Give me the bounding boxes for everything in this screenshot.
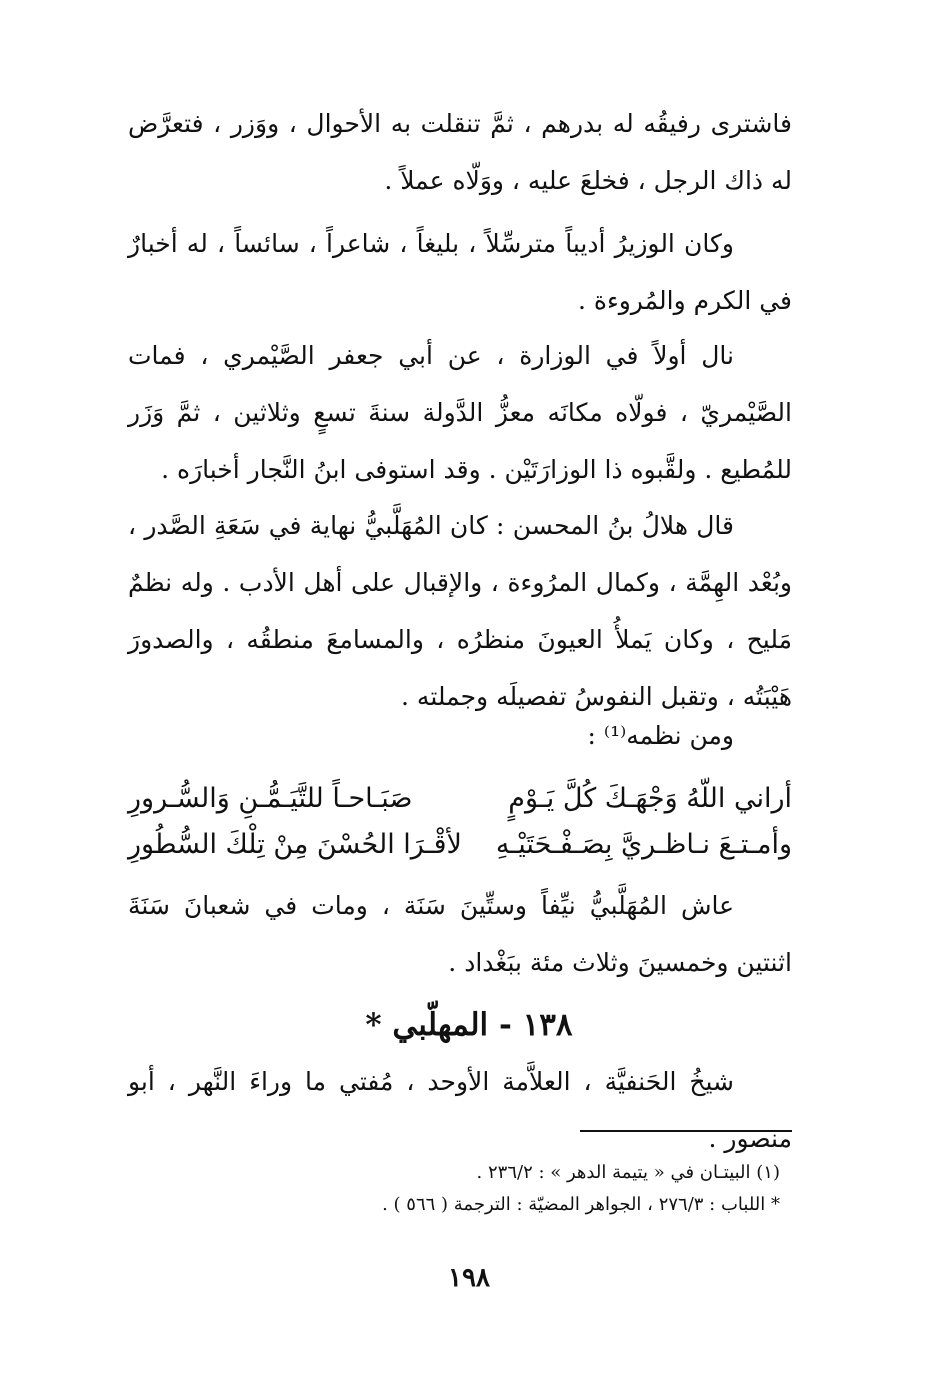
verse-1-first-hemistich: أراني اللّهُ وَجْهَـكَ كُلَّ يَـوْمٍ: [508, 783, 792, 814]
paragraph-4: قال هلالُ بنُ المحسن : كان المُهَلَّبيُّ نهاية في سَعَةِ الصَّدر ، وبُعْد الهِمَّة ، وكمال المرُوءة ، والإقبال على أهل الأدب . وله نظمٌ مَليح ، وكان يَملأُ العيونَ منظرُه ، والمسامعَ منطقُه ، والصدورَ هَيْبَتُه ، وتقبل النفوسُ تفصيلَه وجملته .: [128, 511, 792, 711]
page-number: ١٩٨: [448, 1263, 490, 1293]
paragraph-1: فاشترى رفيقُه له بدرهم ، ثمَّ تنقلت به الأحوال ، ووَزر ، فتعرَّض له ذاك الرجل ، فخلعَ عليه ، ووَلّاه عملاً .: [128, 109, 792, 195]
verse-2-second-hemistich: لأقْـرَا الحُسْنَ مِنْ تِلْكَ السُّطُورِ: [128, 829, 462, 860]
verse-2-first-hemistich: وأمـتـعَ نـاظـريَّ بِصَـفْـحَتَيْـهِ: [495, 829, 792, 860]
verse-intro: ومن نظمه⁽¹⁾ :: [587, 721, 734, 750]
paragraph-2: وكان الوزيرُ أديباً مترسِّلاً ، بليغاً ، شاعراً ، سائساً ، له أخبارٌ في الكرم والمُروءة .: [128, 229, 792, 315]
paragraph-3: نال أولاً في الوزارة ، عن أبي جعفر الصَّيْمري ، فمات الصَّيْمريّ ، فولّاه مكانَه معزُّ الدَّولة سنةَ تسعٍ وثلاثين ، ثمَّ وَزَر للمُطيع . ولقَّبوه ذا الوزارَتَيْن . وقد استوفى ابنُ النَّجار أخبارَه .: [128, 341, 792, 484]
verse-1-second-hemistich: صَبَـاحـاً للتَّيَـمُّـنِ وَالسُّـرورِ: [128, 783, 413, 814]
entry-bio: شيخُ الحَنفيَّة ، العلاَّمة الأوحد ، مُفتي ما وراءَ النَّهر ، أبو منصور .: [128, 1067, 792, 1153]
paragraph-5: عاش المُهَلَّبيُّ نيِّفاً وستِّينَ سَنَة ، ومات في شعبانَ سَنَةَ اثنتين وخمسينَ وثلاث مئة ببَغْداد .: [128, 891, 792, 977]
footnote-2: * اللباب : ٢٧٦/٣ ، الجواهر المضيّة : الترجمة ( ٥٦٦ ) .: [382, 1194, 780, 1215]
verse-line-1: [128, 777, 792, 821]
entry-heading: ١٣٨ - المهلّبي *: [365, 1007, 573, 1043]
verse-line-2: [128, 823, 792, 867]
footnote-separator: [580, 1130, 792, 1132]
footnote-1: (١) البيتـان في « يتيمة الدهر » : ٢٣٦/٢ .: [476, 1162, 780, 1183]
